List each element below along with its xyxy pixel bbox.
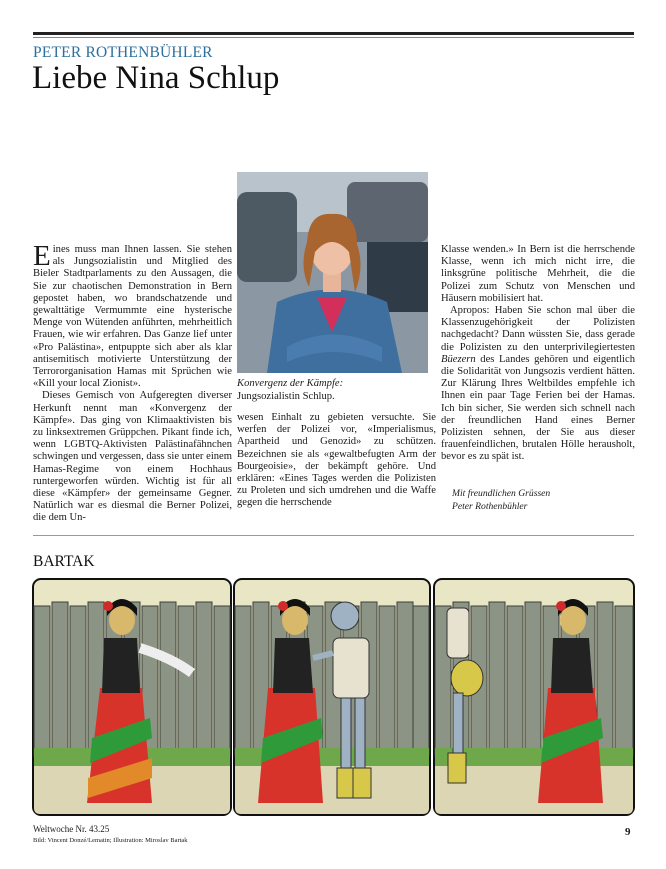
article-title: Liebe Nina Schlup	[32, 60, 280, 96]
paragraph: Klasse wenden.» In Bern ist die herrschende Klasse, wenn ich mich nicht irre, die linksgrüne politische Mehrheit, die die Polizei zum Schutz von Menschen und Häusern mobilisiert hat.	[441, 244, 635, 304]
paragraph-text: Apropos: Haben Sie schon mal über die Klassenzugehörigkeit der Polizisten nachgedacht? Dann wüssten Sie, dass gerade die Polizisten zu den unterprivilegiertesten	[441, 305, 635, 353]
top-rule	[33, 32, 634, 35]
comic-panel-1	[32, 578, 232, 816]
paragraph: Dieses Gemisch von Aufgeregten diverser Herkunft nennt man «Konvergenz der Kämpfe». Das ging von Klimaaktivisten bis zu linksextremen Grüppchen. Pikant finde ich, wenn LGBTQ-Aktivisten Palästinafähnchen schwingen und vergessen, dass sie unter einem Hamas-Regime von einem Hochhaus runtergeworfen würden. Wichtig ist für all diese «Kämpfer» der gemeinsame Gegner. Natürlich war es diesmal die Berner Polizei, die dem Un-	[33, 390, 232, 524]
article-column-3	[441, 244, 635, 464]
author-kicker: PETER ROTHENBÜHLER	[33, 44, 213, 61]
paragraph	[33, 240, 232, 390]
caption-text: Jungsozialistin Schlup.	[237, 390, 335, 402]
signoff: Mit freundlichen Grüssen	[452, 488, 551, 499]
paragraph-text: ines muss man Ihnen lassen. Sie stehen als Jungsozialistin und Mitglied des Bieler Stadtparlaments zu den Aussagen, die Sie zur chaotischen Demonstration in Bern gepostet haben, wo brandschatzende und gewalttätige Vermummte eine hysterische Menge von Wütenden anführten, mehrheitlich Frauen, wie wir erfahren. Das Ganze lief unter «Pro Palästina», entpuppte sich aber als klar antisemitisch motivierte Unterstützung der Terrororganisation Hamas mit Sprüchen wie «Kill your local Zionist».	[33, 244, 232, 390]
comic-panel-3	[433, 578, 635, 816]
page-number: 9	[625, 826, 631, 838]
signature: Peter Rothenbühler	[452, 500, 528, 512]
caption-title: Konvergenz der Kämpfe:	[237, 378, 344, 389]
paragraph: wesen Einhalt zu gebieten versuchte. Sie werfen der Polizei vor, «Imperialismus, Apartheid und Genozid» zu schützen. Bezeichnen sie als «gewaltbefugten Arm der Bourgeoisie», der bekämpft gehöre. Und erklären: «Eines Tages werden die Polizisten zu Proleten und sich umdrehen und die Waffe gegen die herrschende	[237, 412, 436, 509]
paragraph-text: des Landes gehören und eigentlich die Solidarität von Jungsozis verdient hätten. Zur Klärung Ihres Weltbildes empfehle ich Ihnen ein paar Tage Ferien bei der Hamas. Ich bin sicher, Sie werden sich schnell nach der freundlichen Hand eines Berner Polizisten sehnen, der Sie aus dieser frauenfeindlichen, brutalen Hölle herausholt, bevor es zu spät ist.	[441, 353, 635, 463]
portrait-image	[237, 172, 428, 373]
comic-heading: BARTAK	[33, 553, 95, 570]
issue-label: Weltwoche Nr. 43.25	[33, 824, 110, 834]
comic-panel-2	[233, 578, 431, 816]
paragraph	[441, 305, 635, 464]
article-column-2	[237, 412, 436, 510]
signature-block	[452, 488, 550, 513]
italic-word: Büezern	[441, 353, 476, 365]
top-rule-thin	[33, 37, 634, 38]
article-photo	[237, 172, 428, 373]
drop-cap: E	[33, 240, 51, 272]
image-credits: Bild: Vincent Donzé/Lematin; Illustration: Miroslav Bartak	[33, 837, 188, 844]
photo-caption	[237, 378, 343, 403]
article-column-1	[33, 240, 232, 525]
section-divider	[33, 535, 634, 536]
